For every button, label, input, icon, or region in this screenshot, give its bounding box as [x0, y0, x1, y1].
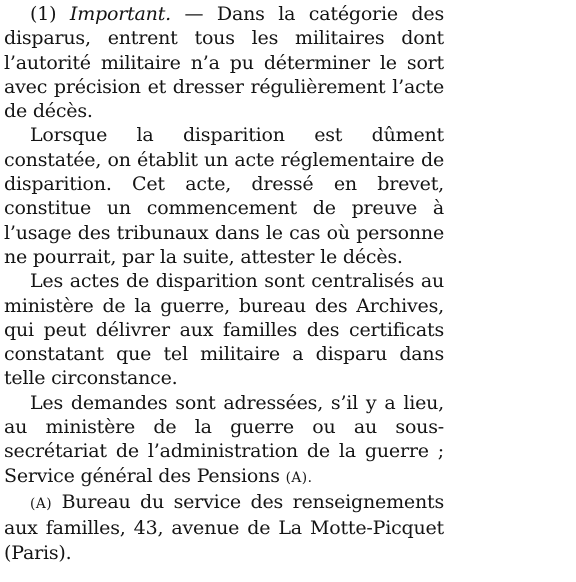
- paragraph-requests: [4, 391, 444, 490]
- note-reference: (A).: [285, 469, 313, 486]
- footnote-lead-word: Important.: [69, 3, 171, 25]
- paragraph-text: — Dans la catégorie des disparus, entrent tous les militaires dont l’autorité militaire n’a pu déterminer le sort avec précision et dresser régulièrement l’acte de décès.: [4, 3, 444, 123]
- footnote-paragraph-important: [4, 2, 444, 123]
- footnote-text-block: [4, 2, 444, 565]
- paragraph-note-a: [4, 490, 444, 565]
- paragraph-act-of-disappearance: [4, 123, 444, 269]
- footnote-number: (1): [30, 3, 70, 25]
- paragraph-text: Les demandes sont adressées, s’il y a lieu, au ministère de la guerre ou au sous-secrétariat de l’administration de la guerre ; Service général des Pensions: [4, 391, 444, 487]
- paragraph-centralized-records: [4, 269, 444, 390]
- paragraph-text: Lorsque la disparition est dûment constatée, on établit un acte réglementaire de disparition. Cet acte, dressé en brevet, constitue un commencement de preuve à l’usage des tribunaux dans le cas où personne ne pourrait, par la suite, attester le décès.: [4, 124, 444, 268]
- paragraph-text: Bureau du service des renseignements aux familles, 43, avenue de La Motte-Picquet (Paris).: [4, 490, 444, 564]
- note-mark: (A): [30, 495, 53, 512]
- paragraph-text: Les actes de disparition sont centralisés au ministère de la guerre, bureau des Archives, qui peut délivrer aux familles des certificats constatant que tel militaire a disparu dans telle circonstance.: [4, 270, 444, 390]
